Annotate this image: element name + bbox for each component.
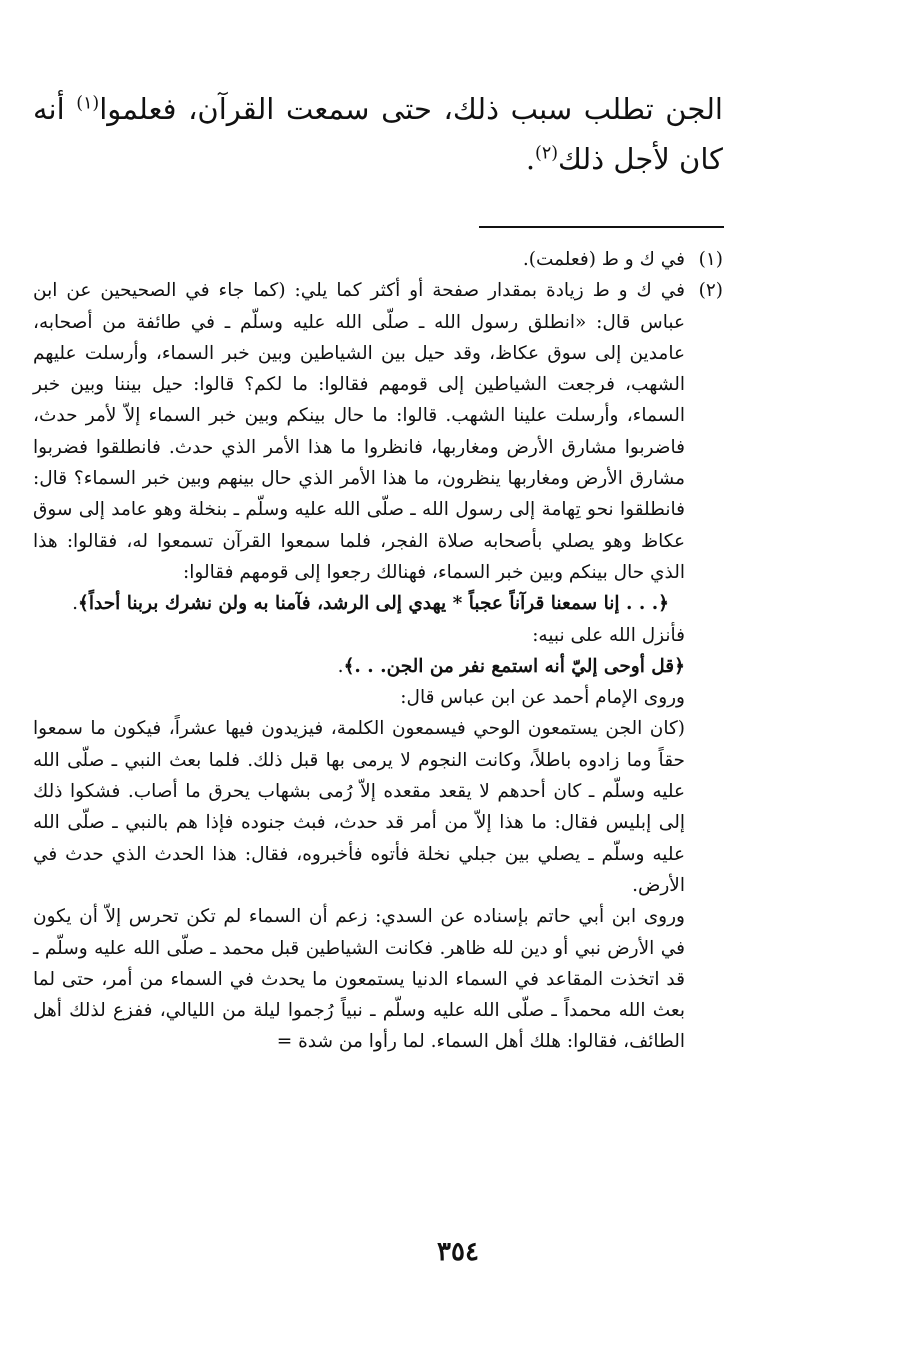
footnote-separator	[479, 226, 724, 228]
footnote-2-paragraph-2: فأنزل الله على نبيه:	[532, 624, 685, 646]
main-line-2: ذلك	[557, 142, 605, 176]
main-line-1: الجن تطلب سبب ذلك، حتى سمعت القرآن، فعلموا	[99, 92, 723, 126]
footnote-ref-1[interactable]: (١)	[76, 93, 100, 114]
main-paragraph	[33, 84, 723, 184]
verse-1-period: .	[72, 593, 78, 615]
footnote-2	[33, 275, 723, 1057]
main-line-1-tail: أنه كان لأجل	[33, 92, 723, 176]
quran-verse-2: ﴿قل أوحى إليّ أنه استمع نفر من الجن. . .﴾	[343, 655, 685, 677]
main-line-2-tail: .	[525, 142, 536, 176]
footnote-2-verse-2-line	[33, 651, 685, 682]
footnote-ref-2[interactable]: (٢)	[535, 143, 558, 164]
quran-verse-1: ﴿. . . إنا سمعنا قرآناً عجباً * يهدي إلى الرشد، فآمنا به ولن نشرك بربنا أحداً﴾	[78, 593, 669, 615]
footnote-2-verse-1-line	[33, 588, 685, 619]
footnote-2-paragraph-3: وروى الإمام أحمد عن ابن عباس قال:	[400, 687, 685, 709]
verse-2-period: .	[337, 655, 344, 677]
footnote-1	[33, 244, 723, 275]
footnote-1-number: (١)	[698, 249, 723, 270]
footnote-2-paragraph-5: وروى ابن أبي حاتم بإسناده عن السدي: زعم أن السماء لم تكن تحرس إلاّ أن يكون في الأرض نبي أو دين لله ظاهر. فكانت الشياطين قبل محمد ـ صلّى الله عليه وسلّم ـ قد اتخذت المقاعد في السماء الدنيا يستمعون ما يحدث في السماء من أمر، حتى لما بعث الله محمداً ـ صلّى الله عليه وسلّم ـ نبياً رُجموا ليلة من الليالي، ففزع لذلك أهل الطائف، فقالوا: هلك أهل السماء. لما رأوا من شدة =	[33, 906, 685, 1053]
footnote-2-number: (٢)	[698, 280, 723, 302]
footnote-2-paragraph-1: في ك و ط زيادة بمقدار صفحة أو أكثر كما يلي: (كما جاء في الصحيحين عن ابن عباس قال: «انطلق رسول الله ـ صلّى الله عليه وسلّم ـ في طائفة من أصحابه، عامدين إلى سوق عكاظ، وقد حيل بين الشياطين وبين خبر السماء، وأرسلت عليهم الشهب، فرجعت الشياطين إلى قومهم فقالوا: ما لكم؟ قالوا: حيل بيننا وبين خبر السماء، وأرسلت علينا الشهب. قالوا: ما حال بينكم وبين خبر السماء إلاّ لأمر حدث، فاضربوا مشارق الأرض ومغاربها، فانظروا ما هذا الأمر الذي حدث. فانطلقوا فضربوا مشارق الأرض ومغاربها ينظرون، ما هذا الأمر الذي حال بينهم وبين خبر السماء؟ قال: فانطلقوا نحو تِهامة إلى رسول الله ـ صلّى الله عليه وسلّم ـ بنخلة وهو عامد إلى سوق عكاظ وهو يصلي بأصحابه صلاة الفجر، فلما سمعوا القرآن تسمعوا له، فقالوا: هذا الذي حال بينكم وبين خبر السماء، فهنالك رجعوا إلى قومهم فقالوا:	[33, 280, 685, 583]
footnote-2-paragraph-4: (كان الجن يستمعون الوحي فيسمعون الكلمة، فيزيدون فيها عشراً، فيكون ما سمعوا حقاً وما زادوه باطلاً، وكانت النجوم لا يرمى بها قبل ذلك. فلما بعث النبي ـ صلّى الله عليه وسلّم ـ كان أحدهم لا يقعد مقعده إلاّ رُمى بشهاب يحرق ما أصاب. فشكوا ذلك إلى إبليس فقال: ما هذا إلاّ من أمر قد حدث، فبث جنوده فإذا هم بالنبي ـ صلّى الله عليه وسلّم ـ يصلي بين جبلي نخلة فأتوه فأخبروه، فقال: هذا الحدث الذي حدث في الأرض.	[33, 718, 685, 896]
footnote-1-text: في ك و ط (فعلمت).	[522, 249, 685, 270]
footnotes-section	[33, 244, 723, 1058]
page-number: ٣٥٤	[437, 1237, 479, 1267]
